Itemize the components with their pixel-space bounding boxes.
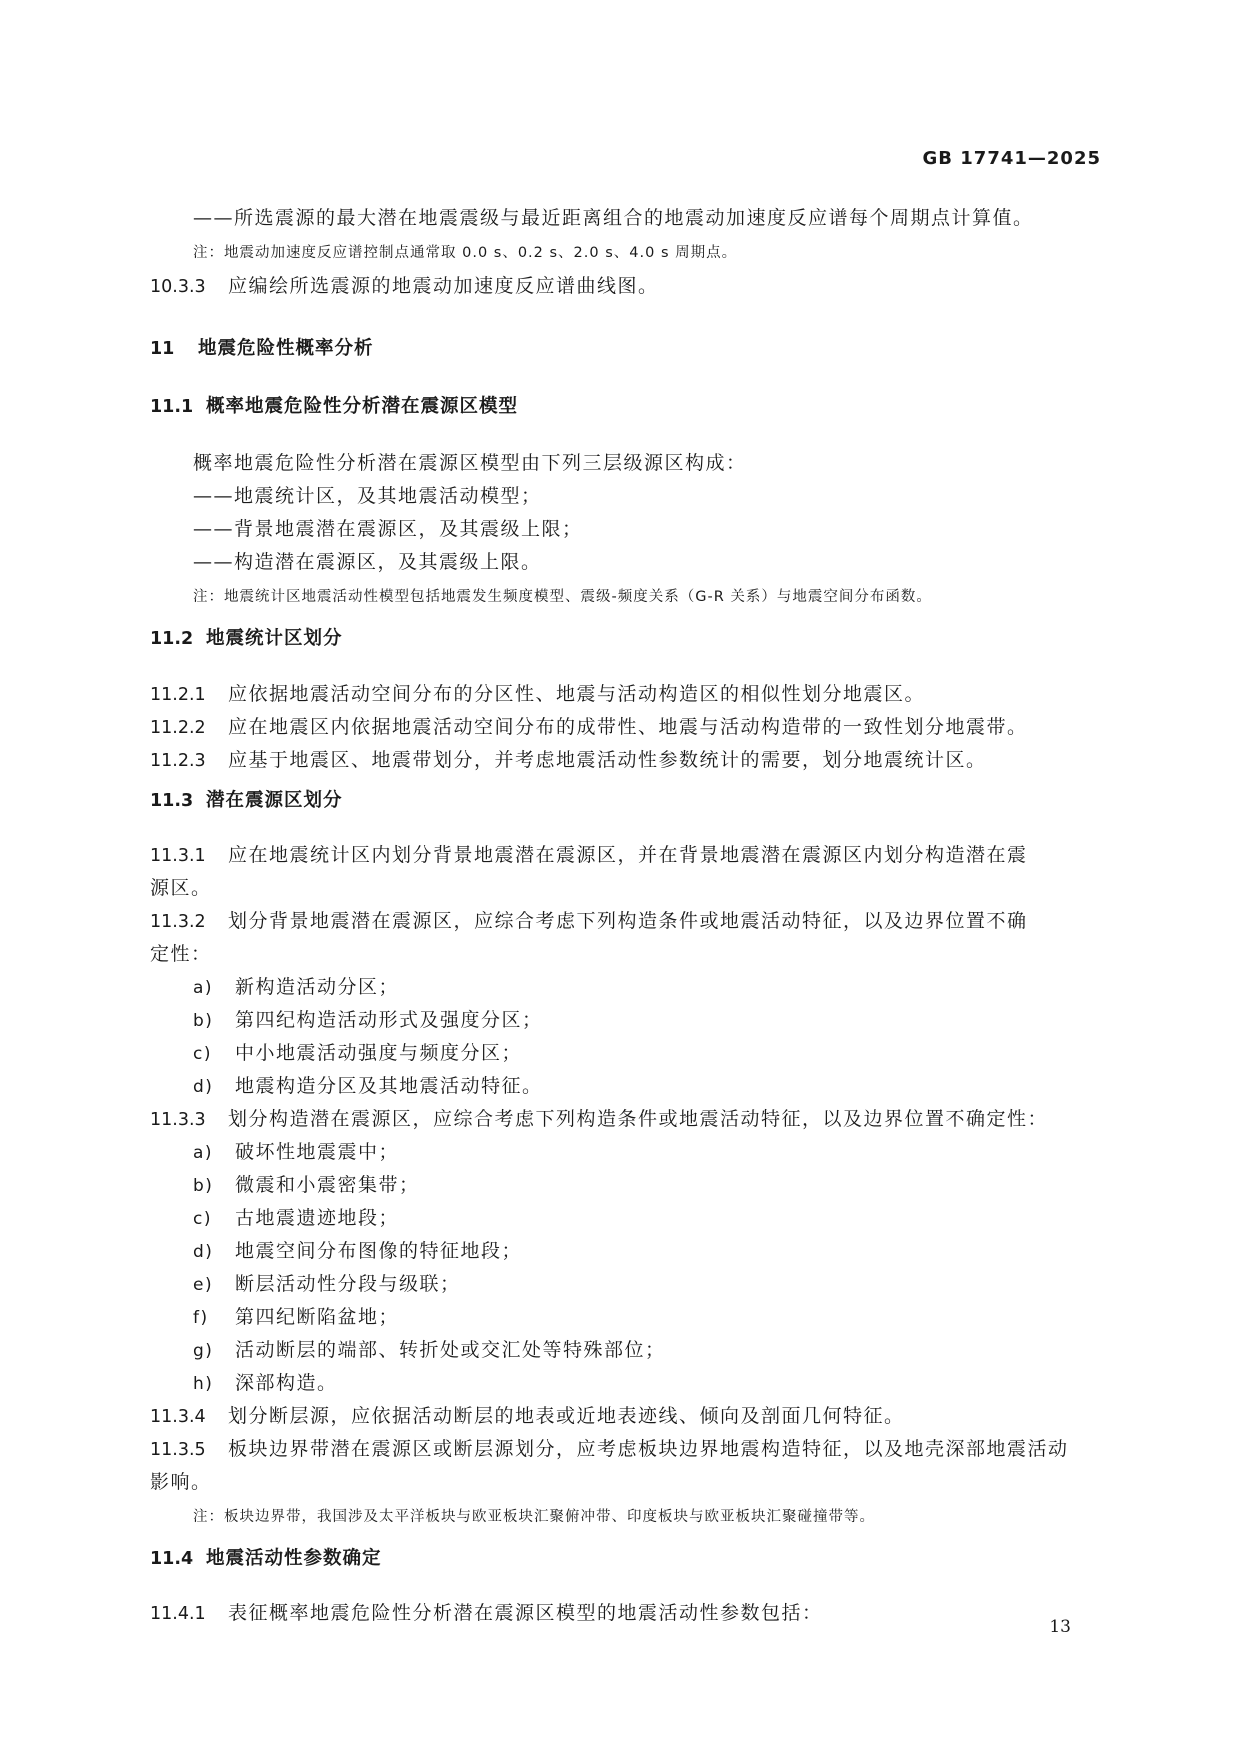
section-title: 潜在震源区划分	[206, 790, 343, 811]
list-text: 新构造活动分区；	[235, 976, 400, 998]
clause-11-3-1	[150, 840, 1028, 867]
list-label: d)	[193, 1242, 214, 1262]
list-item	[193, 1203, 399, 1230]
section-title: 概率地震危险性分析潜在震源区模型	[206, 396, 519, 417]
list-text: 地震空间分布图像的特征地段；	[235, 1240, 523, 1262]
clause-number: 11.2.3	[150, 751, 206, 771]
list-item	[193, 1335, 666, 1362]
list-label: c)	[193, 1044, 212, 1064]
list-item	[193, 1269, 461, 1296]
clause-11-3-2	[150, 906, 1028, 933]
clause-text: 应在地震统计区内划分背景地震潜在震源区，并在背景地震潜在震源区内划分构造潜在震	[228, 844, 1028, 866]
dash-list-item: ——地震统计区，及其地震活动模型；	[193, 485, 542, 507]
clause-number: 11.2.1	[150, 685, 206, 705]
list-item	[193, 1071, 543, 1098]
dash-list-item: ——所选震源的最大潜在地震震级与最近距离组合的地震动加速度反应谱每个周期点计算值。	[193, 207, 1034, 229]
list-label: b)	[193, 1176, 214, 1196]
section-heading-11	[150, 334, 374, 360]
clause-number: 11.3.1	[150, 846, 206, 866]
list-text: 中小地震活动强度与频度分区；	[235, 1042, 523, 1064]
clause-11-4-1	[150, 1598, 823, 1625]
dash-list-item: ——背景地震潜在震源区，及其震级上限；	[193, 518, 583, 540]
clause-text: 应依据地震活动空间分布的分区性、地震与活动构造区的相似性划分地震区。	[228, 683, 926, 705]
clause-text: 划分背景地震潜在震源区，应综合考虑下列构造条件或地震活动特征，以及边界位置不确	[228, 910, 1028, 932]
clause-text: 应基于地震区、地震带划分，并考虑地震活动性参数统计的需要，划分地震统计区。	[228, 749, 987, 771]
clause-text: 表征概率地震危险性分析潜在震源区模型的地震活动性参数包括：	[228, 1602, 823, 1624]
section-number: 11.2	[150, 629, 194, 649]
page-number: 13	[1049, 1617, 1071, 1637]
list-label: a)	[193, 978, 214, 998]
section-heading-11-3	[150, 786, 343, 812]
list-item	[193, 1170, 420, 1197]
clause-11-3-4	[150, 1401, 905, 1428]
clause-number: 11.4.1	[150, 1604, 206, 1624]
list-item	[193, 972, 399, 999]
section-heading-11-2	[150, 624, 343, 650]
section-number: 11.4	[150, 1549, 194, 1569]
list-text: 断层活动性分段与级联；	[235, 1273, 461, 1295]
list-label: f)	[193, 1308, 209, 1328]
clause-11-2-3	[150, 745, 987, 772]
clause-11-3-5	[150, 1434, 1069, 1461]
clause-number: 11.2.2	[150, 718, 206, 738]
clause-text: 划分断层源，应依据活动断层的地表或近地表迹线、倾向及剖面几何特征。	[228, 1405, 905, 1427]
clause-11-2-2	[150, 712, 1028, 739]
list-label: a)	[193, 1143, 214, 1163]
section-number: 11.3	[150, 791, 194, 811]
list-text: 微震和小震密集带；	[235, 1174, 420, 1196]
list-item	[193, 1005, 543, 1032]
clause-text: 应在地震区内依据地震活动空间分布的成带性、地震与活动构造带的一致性划分地震带。	[228, 716, 1028, 738]
clause-number: 11.3.4	[150, 1407, 206, 1427]
clause-10-3-3	[150, 271, 659, 298]
list-item	[193, 1368, 338, 1395]
section-title: 地震活动性参数确定	[206, 1548, 382, 1569]
list-label: b)	[193, 1011, 214, 1031]
clause-number: 10.3.3	[150, 277, 206, 297]
dash-list-item: ——构造潜在震源区，及其震级上限。	[193, 551, 542, 573]
clause-text: 划分构造潜在震源区，应综合考虑下列构造条件或地震活动特征，以及边界位置不确定性：	[228, 1108, 1049, 1130]
list-text: 地震构造分区及其地震活动特征。	[235, 1075, 543, 1097]
clause-text: 应编绘所选震源的地震动加速度反应谱曲线图。	[228, 275, 659, 297]
note: 注：地震动加速度反应谱控制点通常取 0.0 s、0.2 s、2.0 s、4.0 s 周期点。	[193, 245, 738, 261]
section-title: 地震危险性概率分析	[198, 338, 374, 359]
list-text: 第四纪构造活动形式及强度分区；	[235, 1009, 543, 1031]
list-label: h)	[193, 1374, 214, 1394]
paragraph: 概率地震危险性分析潜在震源区模型由下列三层级源区构成：	[193, 452, 747, 474]
list-label: g)	[193, 1341, 214, 1361]
clause-number: 11.3.2	[150, 912, 206, 932]
clause-text: 板块边界带潜在震源区或断层源划分，应考虑板块边界地震构造特征，以及地壳深部地震活动	[228, 1438, 1069, 1460]
list-item	[193, 1137, 399, 1164]
clause-continuation: 影响。	[150, 1471, 212, 1493]
clause-11-3-3	[150, 1104, 1048, 1131]
section-number: 11.1	[150, 397, 194, 417]
clause-continuation: 源区。	[150, 877, 212, 899]
section-title: 地震统计区划分	[206, 628, 343, 649]
clause-11-2-1	[150, 679, 925, 706]
section-heading-11-4	[150, 1544, 382, 1570]
list-label: d)	[193, 1077, 214, 1097]
list-item	[193, 1302, 399, 1329]
list-label: c)	[193, 1209, 212, 1229]
list-text: 第四纪断陷盆地；	[235, 1306, 400, 1328]
clause-number: 11.3.5	[150, 1440, 206, 1460]
list-text: 古地震遗迹地段；	[235, 1207, 400, 1229]
list-label: e)	[193, 1275, 214, 1295]
list-item	[193, 1038, 522, 1065]
clause-number: 11.3.3	[150, 1110, 206, 1130]
list-text: 破坏性地震震中；	[235, 1141, 400, 1163]
list-text: 深部构造。	[235, 1372, 338, 1394]
section-heading-11-1	[150, 392, 518, 418]
standard-code-header: GB 17741—2025	[922, 148, 1101, 169]
list-text: 活动断层的端部、转折处或交汇处等特殊部位；	[235, 1339, 666, 1361]
clause-continuation: 定性：	[150, 943, 212, 965]
note: 注：地震统计区地震活动性模型包括地震发生频度模型、震级-频度关系（G-R 关系）与地震空间分布函数。	[193, 589, 932, 605]
note: 注：板块边界带，我国涉及太平洋板块与欧亚板块汇聚俯冲带、印度板块与欧亚板块汇聚碰撞带等。	[193, 1509, 875, 1525]
section-number: 11	[150, 339, 175, 359]
list-item	[193, 1236, 522, 1263]
